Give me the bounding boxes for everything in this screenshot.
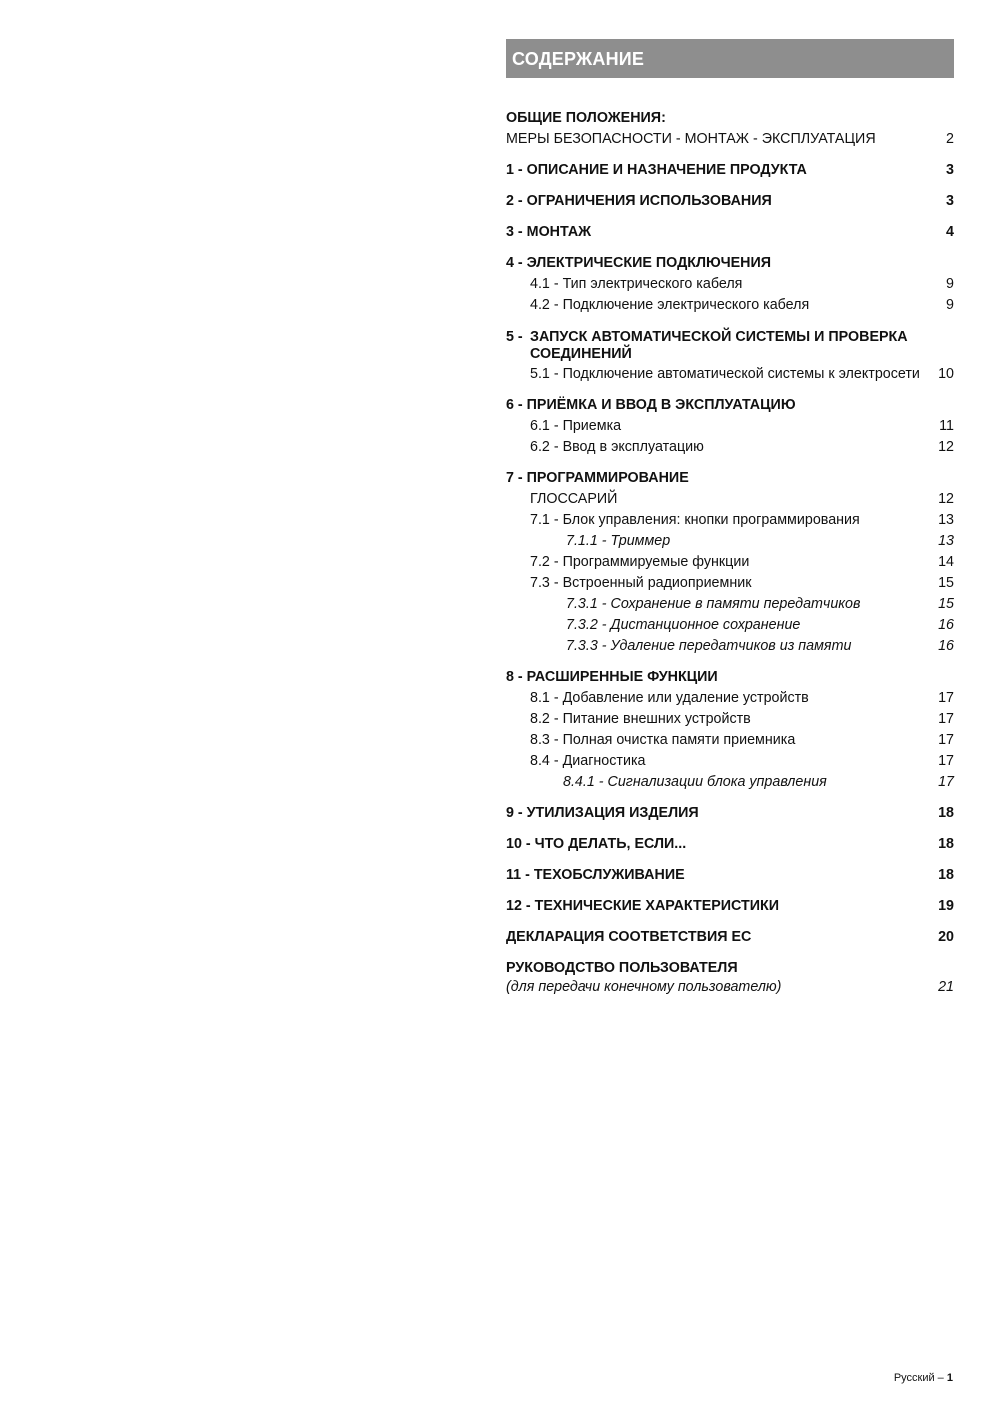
toc-entry <box>506 709 954 730</box>
toc-entry-title: 8.4 - Диагностика <box>530 753 646 769</box>
toc-entry <box>506 896 954 917</box>
toc-entry-title: 6 - ПРИЁМКА И ВВОД В ЭКСПЛУАТАЦИЮ <box>506 397 796 413</box>
toc-entry-title: 7.3.3 - Удаление передатчиков из памяти <box>566 638 852 654</box>
toc-entry <box>506 834 954 855</box>
toc-entry-title: 7.2 - Программируемые функции <box>530 554 750 570</box>
toc-entry-title: 8 - РАСШИРЕННЫЕ ФУНКЦИИ <box>506 669 718 685</box>
toc-entry-title: 10 - ЧТО ДЕЛАТЬ, ЕСЛИ... <box>506 836 687 852</box>
toc-entry-title: 8.4.1 - Сигнализации блока управления <box>563 774 827 790</box>
toc-entry <box>506 573 954 594</box>
toc-entry <box>506 803 954 824</box>
toc-entry <box>506 615 954 636</box>
toc-entry-page: 13 <box>938 533 954 549</box>
toc-entry-title: 11 - ТЕХОБСЛУЖИВАНИЕ <box>506 867 685 883</box>
toc-entry-title: 1 - ОПИСАНИЕ И НАЗНАЧЕНИЕ ПРОДУКТА <box>506 162 807 178</box>
toc-entry-page: 3 <box>946 162 954 178</box>
toc-entry-page: 2 <box>946 131 954 147</box>
toc-entry-page: 21 <box>938 979 954 995</box>
footer-language: Русский – <box>893 1372 944 1384</box>
toc-entry-title: МЕРЫ БЕЗОПАСНОСТИ - МОНТАЖ - ЭКСПЛУАТАЦИЯ <box>506 131 876 147</box>
toc-entry <box>506 108 954 129</box>
toc-entry-page: 16 <box>938 617 954 633</box>
toc-entry-page: 9 <box>946 297 954 313</box>
toc-entry-title: 6.2 - Ввод в эксплуатацию <box>530 439 704 455</box>
toc-entry-title: 2 - ОГРАНИЧЕНИЯ ИСПОЛЬЗОВАНИЯ <box>506 193 772 209</box>
toc-entry-title: 7.1.1 - Триммер <box>566 533 671 549</box>
toc-entry-title: 7.1 - Блок управления: кнопки программирования <box>530 512 860 528</box>
toc-entry-page: 13 <box>938 512 954 528</box>
footer-page-number: 1 <box>946 1372 953 1384</box>
toc-entry <box>506 979 954 995</box>
toc-entry <box>506 594 954 615</box>
page-footer <box>894 1372 953 1384</box>
toc-entry-title: 8.2 - Питание внешних устройств <box>530 711 751 727</box>
toc-entry <box>506 468 954 489</box>
toc-entry <box>506 437 954 458</box>
toc-entry-page: 16 <box>938 638 954 654</box>
toc-entry-page: 12 <box>938 491 954 507</box>
toc-entry <box>506 274 954 295</box>
toc-entry-page: 12 <box>938 439 954 455</box>
toc-entry-title: 4.2 - Подключение электрического кабеля <box>530 297 810 313</box>
toc-entry-title: 7.3.2 - Дистанционное сохранение <box>566 617 801 633</box>
toc-entry-title: 4 - ЭЛЕКТРИЧЕСКИЕ ПОДКЛЮЧЕНИЯ <box>506 255 772 271</box>
toc-entry <box>506 295 954 316</box>
toc-entry <box>506 160 954 181</box>
toc-entry-title: 7.3.1 - Сохранение в памяти передатчиков <box>566 596 861 612</box>
toc-entry <box>506 531 954 552</box>
toc-entry <box>506 958 954 979</box>
toc-entry-title: 4.1 - Тип электрического кабеля <box>530 276 743 292</box>
toc-entry <box>506 253 954 274</box>
toc-entry <box>506 364 954 385</box>
toc-entry-page: 11 <box>939 418 954 434</box>
toc-entry-page: 17 <box>938 711 954 727</box>
toc-entry-page: 20 <box>938 929 954 945</box>
toc-entry-title: 7.3 - Встроенный радиоприемник <box>530 575 752 591</box>
toc-entry-title: ДЕКЛАРАЦИЯ СООТВЕТСТВИЯ ЕС <box>506 929 752 945</box>
toc-entry <box>506 552 954 573</box>
table-of-contents <box>506 108 954 995</box>
toc-entry <box>506 772 954 793</box>
toc-entry-page: 14 <box>938 554 954 570</box>
toc-entry <box>506 395 954 416</box>
toc-entry-page: 18 <box>938 836 954 852</box>
page-title: СОДЕРЖАНИЕ <box>506 39 954 78</box>
toc-entry <box>506 416 954 437</box>
toc-entry-page: 19 <box>938 898 954 914</box>
toc-entry-number: 5 - <box>506 329 523 345</box>
toc-entry-title: ОБЩИЕ ПОЛОЖЕНИЯ: <box>506 110 666 126</box>
toc-entry-page: 17 <box>938 690 954 706</box>
toc-entry-page: 17 <box>938 732 954 748</box>
toc-entry-title: РУКОВОДСТВО ПОЛЬЗОВАТЕЛЯ <box>506 960 738 976</box>
toc-entry-title: ГЛОССАРИЙ <box>530 491 618 507</box>
toc-entry-page: 9 <box>946 276 954 292</box>
toc-entry <box>506 636 954 657</box>
toc-entry <box>506 751 954 772</box>
toc-entry-page: 15 <box>938 596 954 612</box>
toc-entry <box>506 326 954 364</box>
toc-entry-title: 6.1 - Приемка <box>530 418 622 434</box>
toc-entry <box>506 688 954 709</box>
toc-entry <box>506 191 954 212</box>
toc-entry <box>506 927 954 948</box>
toc-entry-title: 9 - УТИЛИЗАЦИЯ ИЗДЕЛИЯ <box>506 805 699 821</box>
toc-entry-page: 4 <box>946 224 954 240</box>
toc-entry-page: 3 <box>946 193 954 209</box>
toc-entry <box>506 510 954 531</box>
toc-entry-title: 8.1 - Добавление или удаление устройств <box>530 690 809 706</box>
toc-entry-page: 17 <box>938 753 954 769</box>
toc-entry-page: 10 <box>938 366 954 382</box>
toc-entry-title: 5.1 - Подключение автоматической системы к электросети <box>530 366 920 382</box>
toc-entry-title: 12 - ТЕХНИЧЕСКИЕ ХАРАКТЕРИСТИКИ <box>506 898 780 914</box>
toc-entry <box>506 667 954 688</box>
toc-entry-title: 3 - МОНТАЖ <box>506 224 592 240</box>
toc-entry-page: 15 <box>938 575 954 591</box>
toc-entry-title: (для передачи конечному пользователю) <box>506 979 782 995</box>
toc-entry <box>506 129 954 150</box>
toc-entry-page: 17 <box>938 774 954 790</box>
toc-entry-page: 18 <box>938 805 954 821</box>
toc-entry <box>506 222 954 243</box>
toc-entry-title: 8.3 - Полная очистка памяти приемника <box>530 732 796 748</box>
toc-entry-title: 7 - ПРОГРАММИРОВАНИЕ <box>506 470 689 486</box>
toc-entry-page: 18 <box>938 867 954 883</box>
toc-entry-title: ЗАПУСК АВТОМАТИЧЕСКОЙ СИСТЕМЫ И ПРОВЕРКА СОЕДИНЕНИЙ <box>530 329 908 362</box>
toc-entry <box>506 865 954 886</box>
toc-entry <box>506 730 954 751</box>
toc-entry <box>506 489 954 510</box>
